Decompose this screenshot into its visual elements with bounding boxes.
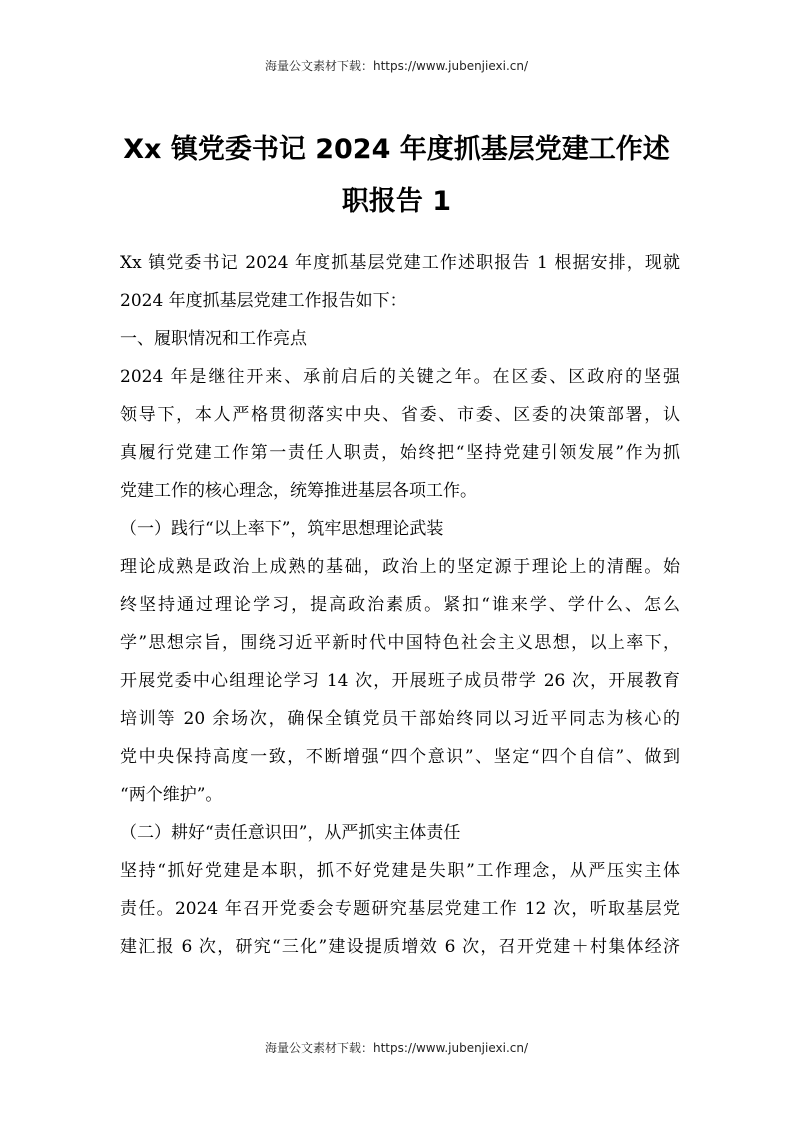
subsection-heading: （一）践行“以上率下”，筑牢思想理论武装 — [120, 519, 444, 539]
page-footer: 海量公文素材下载：https://www.jubenjiexi.cn/ — [264, 1041, 529, 1055]
body-line: “两个维护”。 — [120, 785, 223, 805]
body-line: 2024 年是继往开来、承前启后的关键之年。在区委、区政府的坚强 — [120, 367, 680, 387]
body-line: 责任。2024 年召开党委会专题研究基层党建工作 12 次，听取基层党 — [120, 899, 680, 919]
document-title — [100, 124, 693, 228]
body-line: 坚持“抓好党建是本职，抓不好党建是失职”工作理念，从严压实主体 — [120, 861, 680, 881]
body-line: 党建工作的核心理念，统筹推进基层各项工作。 — [120, 481, 477, 501]
subsection-heading: （二）耕好“责任意识田”，从严抓实主体责任 — [120, 823, 461, 843]
section-heading: 一、履职情况和工作亮点 — [120, 329, 307, 349]
body-line: 2024 年度抓基层党建工作报告如下： — [120, 291, 407, 311]
page-header: 海量公文素材下载：https://www.jubenjiexi.cn/ — [264, 59, 529, 73]
body-line: Xx 镇党委书记 2024 年度抓基层党建工作述职报告 1 根据安排，现就 — [120, 253, 680, 273]
body-line: 党中央保持高度一致，不断增强“四个意识”、坚定“四个自信”、做到 — [120, 747, 680, 767]
body-line: 真履行党建工作第一责任人职责，始终把“坚持党建引领发展”作为抓 — [120, 443, 680, 463]
body-line: 领导下，本人严格贯彻落实中央、省委、市委、区委的决策部署，认 — [120, 405, 680, 425]
document-body — [120, 244, 680, 966]
body-line: 理论成熟是政治上成熟的基础，政治上的坚定源于理论上的清醒。始 — [120, 557, 680, 577]
body-line: 开展党委中心组理论学习 14 次，开展班子成员带学 26 次，开展教育 — [120, 671, 680, 691]
body-line: 建汇报 6 次，研究“三化”建设提质增效 6 次，召开党建＋村集体经济 — [120, 937, 680, 957]
body-line: 终坚持通过理论学习，提高政治素质。紧扣“谁来学、学什么、怎么 — [120, 595, 680, 615]
body-line: 培训等 20 余场次，确保全镇党员干部始终同以习近平同志为核心的 — [120, 709, 680, 729]
title-line: Xx 镇党委书记 2024 年度抓基层党建工作述 — [123, 134, 670, 165]
body-line: 学”思想宗旨，围绕习近平新时代中国特色社会主义思想，以上率下， — [120, 633, 680, 653]
title-line: 职报告 1 — [341, 186, 452, 217]
